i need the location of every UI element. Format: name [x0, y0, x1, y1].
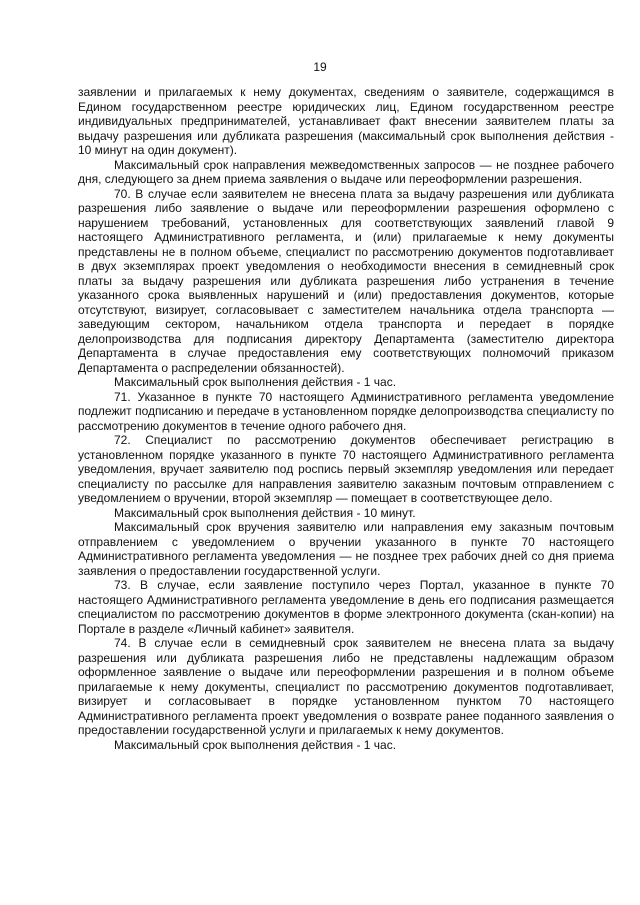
- document-body: [78, 85, 614, 752]
- paragraph-deadline-10-minutes: Максимальный срок выполнения действия - 10 минут.: [114, 505, 416, 520]
- paragraph-final-deadline: Максимальный срок выполнения действия - 1 час.: [114, 737, 397, 752]
- paragraph-interagency-deadline: Максимальный срок направления межведомственных запросов — не позднее рабочего дня, следующего за днем приема заявления о выдаче или переоформлении разрешения.: [78, 157, 614, 186]
- paragraph-72: 72. Специалист по рассмотрению документов обеспечивает регистрацию в установленном порядке указанного в пункте 70 настоящего Административного регламента уведомления, вручает заявителю под роспись первый экземпляр уведомления или передает специалисту по рассылке для направления заявителю заказным почтовым отправлением с уведомлением о вручении, второй экземпляр — помещает в соответствующее дело.: [78, 433, 614, 505]
- paragraph-74: 74. В случае если в семидневный срок заявителем не внесена плата за выдачу разрешения или дубликата разрешения либо не представлены надлежащим образом оформленное заявление о выдаче или переоформлении разрешения и в полном объеме прилагаемые к нему документы, специалист по рассмотрению документов подготавливает, визирует и согласовывает в порядке установленном пунктом 70 настоящего Административного регламента проект уведомления о возврате ранее поданного заявления о предоставлении государственной услуги и прилагаемых к нему документов.: [78, 636, 614, 737]
- paragraph-70: 70. В случае если заявителем не внесена плата за выдачу разрешения или дубликата разрешения либо заявление о выдаче или переоформлении разрешения оформлено с нарушением требований, установленных для соответствующих заявлений главой 9 настоящего Административного регламента, и (или) прилагаемые к нему документы представлены не в полном объеме, специалист по рассмотрению документов подготавливает в двух экземплярах проект уведомления о необходимости внесения в семидневный срок платы за выдачу разрешения или дубликата разрешения либо устранения в течение указанного срока выявленных нарушений и (или) предоставления документов, которые отсутствуют, визирует, согласовывает с заместителем начальника отдела транспорта — заведующим сектором, начальником отдела транспорта и передает в порядке делопроизводства для подписания директору Департамента (заместителю директора Департамента в случае предоставления ему соответствующих полномочий приказом Департамента о распределении обязанностей).: [78, 186, 614, 375]
- paragraph-deadline-1-hour: Максимальный срок выполнения действия - 1 час.: [114, 375, 397, 389]
- paragraph-continuation: заявлении и прилагаемых к нему документах, сведениям о заявителе, содержащимся в Едином государственном реестре юридических лиц, Едином государственном реестре индивидуальных предпринимателей, устанавливает факт внесении заявителем платы за выдачу разрешения или дубликата разрешения (максимальный срок выполнения действия - 10 минут на один документ).: [78, 85, 614, 157]
- paragraph-delivery-deadline: Максимальный срок вручения заявителю или направления ему заказным почтовым отправлением с уведомлением о вручении указанного в пункте 70 настоящего Административного регламента уведомления — не позднее трех рабочих дней со дня приема заявления о предоставлении государственной услуги.: [78, 520, 614, 578]
- paragraph-73: 73. В случае, если заявление поступило через Портал, указанное в пункте 70 настоящего Административного регламента уведомление в день его подписания размещается специалистом по рассмотрению документов в форме электронного документа (скан-копии) на Портале в разделе «Личный кабинет» заявителя.: [78, 578, 614, 636]
- page-number: 19: [313, 60, 327, 74]
- paragraph-71: 71. Указанное в пункте 70 настоящего Административного регламента уведомление подлежит подписанию и передаче в установленном порядке делопроизводства специалисту по рассмотрению документов в течение одного рабочего дня.: [78, 389, 614, 433]
